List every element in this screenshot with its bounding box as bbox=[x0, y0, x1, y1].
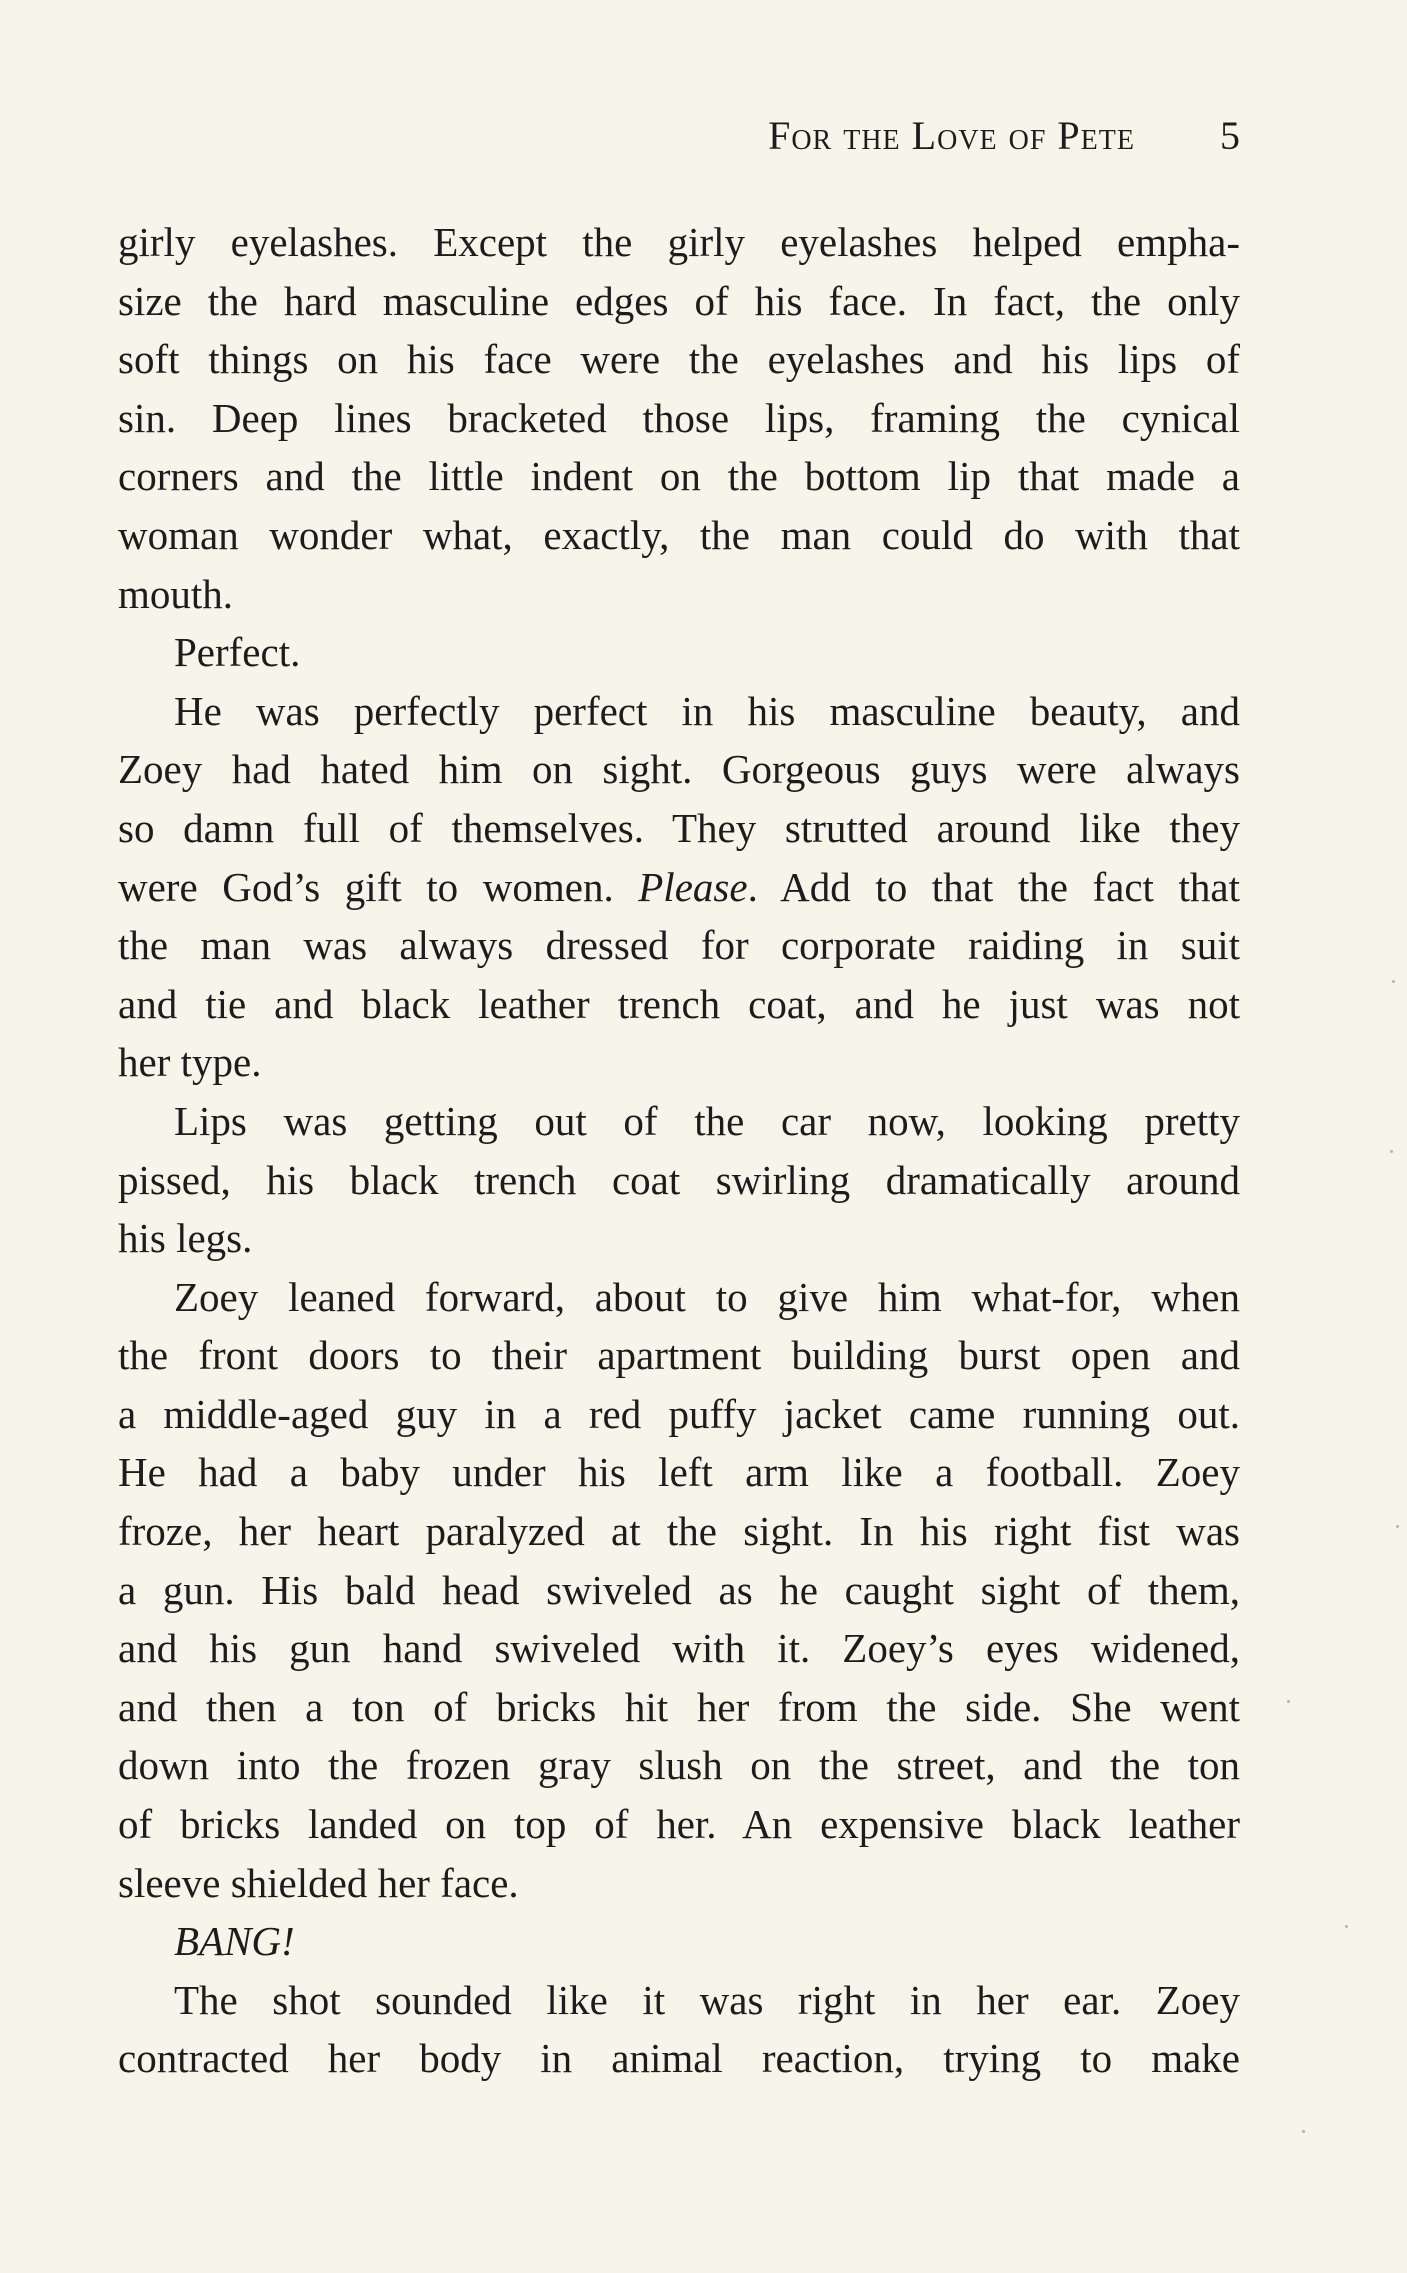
text-line: mouth. bbox=[118, 570, 234, 617]
text-line: girly eyelashes. Except the girly eyelashes helped empha- bbox=[118, 219, 1240, 265]
body-text bbox=[118, 213, 1240, 2088]
paper-speck bbox=[1302, 2130, 1305, 2133]
text-line: and his gun hand swiveled with it. Zoey’s eyes widened, bbox=[118, 1625, 1240, 1672]
text-segment: were God’s gift to women. bbox=[118, 863, 639, 910]
emphasis-text: BANG! bbox=[174, 1918, 295, 1965]
text-line: Perfect. bbox=[174, 629, 301, 676]
running-head bbox=[118, 108, 1240, 164]
text-line: and tie and black leather trench coat, and he just was not bbox=[118, 980, 1240, 1027]
text-line: contracted her body in animal reaction, trying to make bbox=[118, 2035, 1240, 2082]
paper-speck bbox=[1287, 1700, 1290, 1703]
text-line: the front doors to their apartment building burst open and bbox=[118, 1332, 1240, 1379]
text-line: the man was always dressed for corporate raiding in suit bbox=[118, 922, 1240, 969]
text-line: Zoey had hated him on sight. Gorgeous guys were always bbox=[118, 746, 1240, 793]
text-line: The shot sounded like it was right in her ear. Zoey bbox=[174, 1976, 1240, 2023]
text-line: pissed, his black trench coat swirling dramatically around bbox=[118, 1156, 1240, 1203]
running-title: For the Love of Pete bbox=[768, 113, 1135, 158]
text-line: so damn full of themselves. They strutted around like they bbox=[118, 804, 1240, 851]
paper-speck bbox=[1392, 980, 1395, 983]
emphasis-text: Please bbox=[638, 863, 748, 910]
text-line: corners and the little indent on the bottom lip that made a bbox=[118, 453, 1240, 500]
text-line: He had a baby under his left arm like a football. Zoey bbox=[118, 1449, 1240, 1496]
text-line: soft things on his face were the eyelashes and his lips of bbox=[118, 336, 1240, 383]
text-line: froze, her heart paralyzed at the sight. In his right fist was bbox=[118, 1508, 1240, 1555]
text-line: of bricks landed on top of her. An expensive black leather bbox=[118, 1801, 1240, 1848]
text-line: a gun. His bald head swiveled as he caught sight of them, bbox=[118, 1566, 1240, 1613]
text-line-with-emphasis bbox=[118, 858, 1240, 917]
paper-speck bbox=[1345, 1925, 1348, 1928]
text-line: Lips was getting out of the car now, looking pretty bbox=[174, 1097, 1240, 1144]
text-line: his legs. bbox=[118, 1215, 253, 1262]
text-line: Zoey leaned forward, about to give him what-for, when bbox=[174, 1273, 1240, 1320]
text-segment: . Add to that the fact that bbox=[747, 863, 1240, 910]
text-line: her type. bbox=[118, 1039, 262, 1086]
text-line: sin. Deep lines bracketed those lips, framing the cynical bbox=[118, 394, 1240, 441]
text-line: and then a ton of bricks hit her from the side. She went bbox=[118, 1683, 1240, 1730]
text-line: sleeve shielded her face. bbox=[118, 1859, 519, 1906]
text-line: He was perfectly perfect in his masculine beauty, and bbox=[174, 687, 1240, 734]
paper-speck bbox=[1390, 1150, 1393, 1153]
text-line: woman wonder what, exactly, the man could do with that bbox=[118, 511, 1240, 558]
text-line: size the hard masculine edges of his face. In fact, the only bbox=[118, 277, 1240, 324]
text-line-emphasis bbox=[118, 1912, 1240, 1971]
text-line: a middle-aged guy in a red puffy jacket came running out. bbox=[118, 1390, 1240, 1437]
page-number: 5 bbox=[1220, 113, 1240, 158]
text-line: down into the frozen gray slush on the street, and the ton bbox=[118, 1742, 1240, 1789]
paper-speck bbox=[1396, 1525, 1399, 1528]
